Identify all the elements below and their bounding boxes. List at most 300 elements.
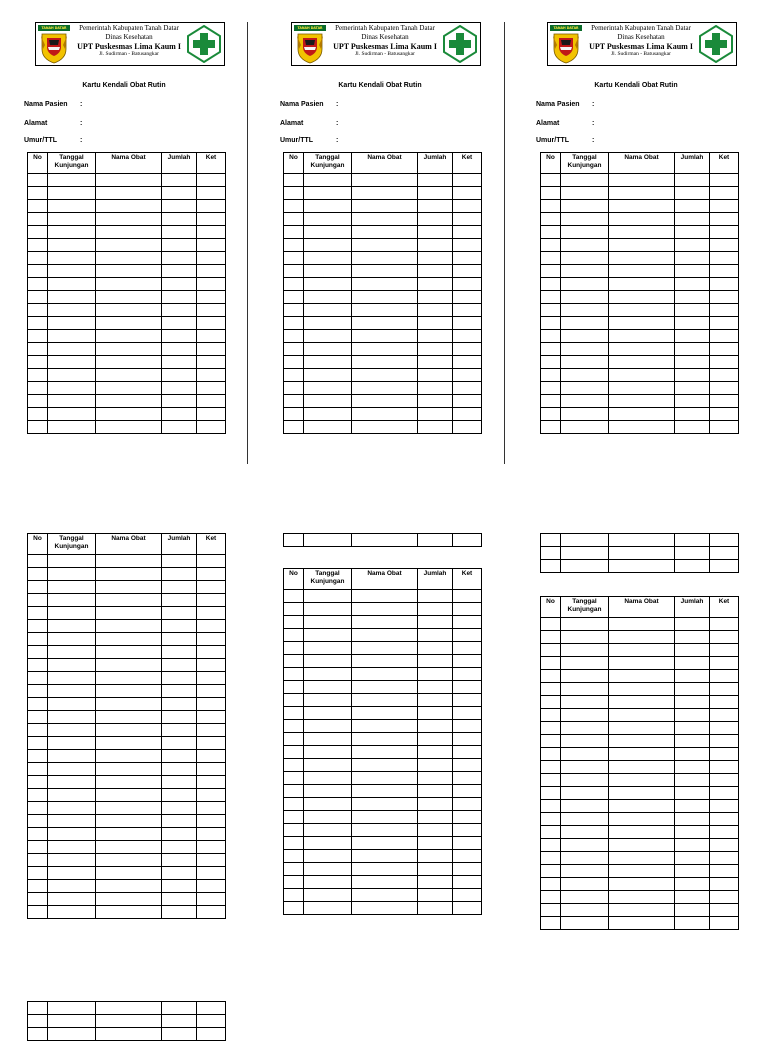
table-cell[interactable]	[28, 265, 48, 278]
table-cell[interactable]	[304, 668, 352, 681]
table-cell[interactable]	[541, 421, 561, 434]
table-cell[interactable]	[304, 772, 352, 785]
table-cell[interactable]	[675, 813, 710, 826]
table-cell[interactable]	[96, 356, 162, 369]
table-cell[interactable]	[284, 707, 304, 720]
table-cell[interactable]	[352, 876, 418, 889]
table-cell[interactable]	[162, 1028, 197, 1041]
table-cell[interactable]	[541, 618, 561, 631]
table-cell[interactable]	[453, 200, 482, 213]
table-cell[interactable]	[453, 213, 482, 226]
table-cell[interactable]	[561, 787, 609, 800]
table-cell[interactable]	[48, 880, 96, 893]
table-cell[interactable]	[284, 902, 304, 915]
table-cell[interactable]	[197, 395, 226, 408]
table-cell[interactable]	[710, 343, 739, 356]
table-cell[interactable]	[304, 369, 352, 382]
table-cell[interactable]	[453, 395, 482, 408]
table-cell[interactable]	[352, 291, 418, 304]
table-cell[interactable]	[561, 421, 609, 434]
table-cell[interactable]	[48, 594, 96, 607]
table-cell[interactable]	[284, 824, 304, 837]
table-cell[interactable]	[96, 594, 162, 607]
table-cell[interactable]	[710, 560, 739, 573]
table-cell[interactable]	[352, 824, 418, 837]
table-cell[interactable]	[162, 594, 197, 607]
table-cell[interactable]	[418, 629, 453, 642]
table-cell[interactable]	[284, 889, 304, 902]
table-cell[interactable]	[352, 746, 418, 759]
table-cell[interactable]	[609, 800, 675, 813]
table-cell[interactable]	[304, 343, 352, 356]
table-cell[interactable]	[609, 748, 675, 761]
table-cell[interactable]	[96, 213, 162, 226]
table-cell[interactable]	[304, 187, 352, 200]
table-cell[interactable]	[162, 278, 197, 291]
table-cell[interactable]	[162, 213, 197, 226]
table-cell[interactable]	[162, 265, 197, 278]
table-cell[interactable]	[96, 841, 162, 854]
table-cell[interactable]	[96, 278, 162, 291]
table-cell[interactable]	[304, 694, 352, 707]
table-cell[interactable]	[675, 395, 710, 408]
table-cell[interactable]	[675, 226, 710, 239]
table-cell[interactable]	[453, 772, 482, 785]
table-cell[interactable]	[710, 722, 739, 735]
table-cell[interactable]	[197, 187, 226, 200]
table-cell[interactable]	[453, 421, 482, 434]
table-cell[interactable]	[162, 291, 197, 304]
table-cell[interactable]	[453, 824, 482, 837]
table-cell[interactable]	[541, 291, 561, 304]
table-cell[interactable]	[675, 865, 710, 878]
table-cell[interactable]	[352, 837, 418, 850]
table-cell[interactable]	[541, 343, 561, 356]
table-cell[interactable]	[28, 815, 48, 828]
table-cell[interactable]	[609, 226, 675, 239]
table-cell[interactable]	[96, 815, 162, 828]
table-cell[interactable]	[418, 746, 453, 759]
table-cell[interactable]	[284, 772, 304, 785]
table-cell[interactable]	[352, 694, 418, 707]
table-cell[interactable]	[162, 841, 197, 854]
table-cell[interactable]	[96, 421, 162, 434]
table-cell[interactable]	[710, 709, 739, 722]
table-cell[interactable]	[197, 408, 226, 421]
table-cell[interactable]	[96, 607, 162, 620]
table-cell[interactable]	[418, 811, 453, 824]
table-cell[interactable]	[162, 737, 197, 750]
table-cell[interactable]	[609, 644, 675, 657]
table-cell[interactable]	[28, 841, 48, 854]
table-cell[interactable]	[162, 239, 197, 252]
table-cell[interactable]	[609, 852, 675, 865]
table-cell[interactable]	[162, 646, 197, 659]
table-cell[interactable]	[710, 421, 739, 434]
table-cell[interactable]	[28, 724, 48, 737]
table-cell[interactable]	[541, 317, 561, 330]
table-cell[interactable]	[418, 824, 453, 837]
table-cell[interactable]	[609, 534, 675, 547]
table-cell[interactable]	[162, 672, 197, 685]
table-cell[interactable]	[352, 590, 418, 603]
table-cell[interactable]	[675, 631, 710, 644]
table-cell[interactable]	[48, 802, 96, 815]
table-cell[interactable]	[561, 735, 609, 748]
table-cell[interactable]	[453, 746, 482, 759]
table-cell[interactable]	[561, 356, 609, 369]
table-cell[interactable]	[96, 685, 162, 698]
table-cell[interactable]	[96, 317, 162, 330]
table-cell[interactable]	[28, 187, 48, 200]
table-cell[interactable]	[418, 733, 453, 746]
table-cell[interactable]	[541, 330, 561, 343]
table-cell[interactable]	[675, 343, 710, 356]
table-cell[interactable]	[710, 330, 739, 343]
table-cell[interactable]	[162, 659, 197, 672]
table-cell[interactable]	[609, 735, 675, 748]
table-cell[interactable]	[453, 720, 482, 733]
table-cell[interactable]	[48, 828, 96, 841]
table-cell[interactable]	[710, 800, 739, 813]
table-cell[interactable]	[284, 720, 304, 733]
table-cell[interactable]	[162, 581, 197, 594]
table-cell[interactable]	[28, 1015, 48, 1028]
table-cell[interactable]	[710, 174, 739, 187]
table-cell[interactable]	[352, 668, 418, 681]
table-cell[interactable]	[352, 317, 418, 330]
table-cell[interactable]	[453, 694, 482, 707]
table-cell[interactable]	[418, 187, 453, 200]
table-cell[interactable]	[284, 655, 304, 668]
table-cell[interactable]	[541, 722, 561, 735]
table-cell[interactable]	[96, 750, 162, 763]
table-cell[interactable]	[609, 317, 675, 330]
table-cell[interactable]	[561, 343, 609, 356]
table-cell[interactable]	[48, 724, 96, 737]
table-cell[interactable]	[609, 547, 675, 560]
table-cell[interactable]	[28, 1028, 48, 1041]
table-cell[interactable]	[48, 633, 96, 646]
table-cell[interactable]	[96, 382, 162, 395]
table-cell[interactable]	[561, 761, 609, 774]
table-cell[interactable]	[162, 867, 197, 880]
table-cell[interactable]	[561, 865, 609, 878]
table-cell[interactable]	[453, 330, 482, 343]
table-cell[interactable]	[28, 633, 48, 646]
table-cell[interactable]	[197, 581, 226, 594]
table-cell[interactable]	[48, 187, 96, 200]
table-cell[interactable]	[352, 629, 418, 642]
table-cell[interactable]	[710, 618, 739, 631]
table-cell[interactable]	[561, 213, 609, 226]
table-cell[interactable]	[561, 395, 609, 408]
table-cell[interactable]	[561, 547, 609, 560]
table-cell[interactable]	[48, 317, 96, 330]
table-cell[interactable]	[609, 330, 675, 343]
table-cell[interactable]	[162, 750, 197, 763]
table-cell[interactable]	[453, 785, 482, 798]
table-cell[interactable]	[609, 878, 675, 891]
table-cell[interactable]	[162, 187, 197, 200]
table-cell[interactable]	[352, 759, 418, 772]
table-cell[interactable]	[284, 382, 304, 395]
table-cell[interactable]	[352, 278, 418, 291]
table-cell[interactable]	[710, 644, 739, 657]
table-cell[interactable]	[197, 906, 226, 919]
table-cell[interactable]	[48, 330, 96, 343]
table-cell[interactable]	[418, 668, 453, 681]
table-cell[interactable]	[710, 278, 739, 291]
table-cell[interactable]	[304, 239, 352, 252]
table-cell[interactable]	[28, 646, 48, 659]
table-cell[interactable]	[561, 265, 609, 278]
table-cell[interactable]	[418, 226, 453, 239]
table-cell[interactable]	[197, 594, 226, 607]
table-cell[interactable]	[28, 581, 48, 594]
table-cell[interactable]	[352, 603, 418, 616]
table-cell[interactable]	[284, 291, 304, 304]
table-cell[interactable]	[561, 878, 609, 891]
table-cell[interactable]	[96, 633, 162, 646]
table-cell[interactable]	[28, 356, 48, 369]
table-cell[interactable]	[541, 200, 561, 213]
table-cell[interactable]	[561, 917, 609, 930]
table-cell[interactable]	[197, 763, 226, 776]
table-cell[interactable]	[197, 672, 226, 685]
table-cell[interactable]	[453, 707, 482, 720]
table-cell[interactable]	[609, 683, 675, 696]
table-cell[interactable]	[609, 382, 675, 395]
table-cell[interactable]	[675, 330, 710, 343]
table-cell[interactable]	[609, 787, 675, 800]
table-cell[interactable]	[284, 629, 304, 642]
table-cell[interactable]	[197, 802, 226, 815]
table-cell[interactable]	[710, 239, 739, 252]
table-cell[interactable]	[710, 852, 739, 865]
table-cell[interactable]	[561, 826, 609, 839]
table-cell[interactable]	[48, 395, 96, 408]
table-cell[interactable]	[96, 291, 162, 304]
table-cell[interactable]	[561, 852, 609, 865]
table-cell[interactable]	[96, 802, 162, 815]
table-cell[interactable]	[453, 356, 482, 369]
table-cell[interactable]	[541, 683, 561, 696]
table-cell[interactable]	[352, 239, 418, 252]
table-cell[interactable]	[675, 891, 710, 904]
table-cell[interactable]	[561, 252, 609, 265]
table-cell[interactable]	[352, 382, 418, 395]
table-cell[interactable]	[284, 252, 304, 265]
table-cell[interactable]	[162, 226, 197, 239]
table-cell[interactable]	[352, 226, 418, 239]
table-cell[interactable]	[675, 317, 710, 330]
table-cell[interactable]	[304, 252, 352, 265]
table-cell[interactable]	[96, 724, 162, 737]
table-cell[interactable]	[710, 252, 739, 265]
table-cell[interactable]	[96, 1002, 162, 1015]
table-cell[interactable]	[453, 534, 482, 547]
table-cell[interactable]	[352, 252, 418, 265]
table-cell[interactable]	[561, 904, 609, 917]
table-cell[interactable]	[561, 382, 609, 395]
table-cell[interactable]	[197, 343, 226, 356]
table-cell[interactable]	[609, 395, 675, 408]
table-cell[interactable]	[28, 906, 48, 919]
table-cell[interactable]	[96, 330, 162, 343]
table-cell[interactable]	[561, 670, 609, 683]
table-cell[interactable]	[284, 759, 304, 772]
table-cell[interactable]	[710, 395, 739, 408]
table-cell[interactable]	[561, 683, 609, 696]
table-cell[interactable]	[162, 828, 197, 841]
table-cell[interactable]	[675, 748, 710, 761]
table-cell[interactable]	[541, 369, 561, 382]
table-cell[interactable]	[561, 369, 609, 382]
table-cell[interactable]	[48, 555, 96, 568]
table-cell[interactable]	[162, 330, 197, 343]
table-cell[interactable]	[197, 304, 226, 317]
table-cell[interactable]	[48, 304, 96, 317]
table-cell[interactable]	[352, 681, 418, 694]
table-cell[interactable]	[561, 317, 609, 330]
table-cell[interactable]	[352, 889, 418, 902]
table-cell[interactable]	[284, 733, 304, 746]
table-cell[interactable]	[418, 304, 453, 317]
table-cell[interactable]	[710, 839, 739, 852]
table-cell[interactable]	[541, 382, 561, 395]
table-cell[interactable]	[352, 863, 418, 876]
table-cell[interactable]	[418, 772, 453, 785]
table-cell[interactable]	[162, 893, 197, 906]
table-cell[interactable]	[418, 369, 453, 382]
table-cell[interactable]	[304, 837, 352, 850]
table-cell[interactable]	[284, 850, 304, 863]
table-cell[interactable]	[284, 304, 304, 317]
table-cell[interactable]	[675, 421, 710, 434]
table-cell[interactable]	[418, 603, 453, 616]
table-cell[interactable]	[48, 1002, 96, 1015]
table-cell[interactable]	[28, 343, 48, 356]
table-cell[interactable]	[284, 798, 304, 811]
table-cell[interactable]	[96, 187, 162, 200]
table-cell[interactable]	[162, 1015, 197, 1028]
table-cell[interactable]	[710, 631, 739, 644]
table-cell[interactable]	[453, 239, 482, 252]
table-cell[interactable]	[28, 568, 48, 581]
table-cell[interactable]	[96, 200, 162, 213]
table-cell[interactable]	[710, 356, 739, 369]
table-cell[interactable]	[541, 878, 561, 891]
table-cell[interactable]	[284, 330, 304, 343]
table-cell[interactable]	[561, 722, 609, 735]
table-cell[interactable]	[28, 174, 48, 187]
table-cell[interactable]	[710, 735, 739, 748]
table-cell[interactable]	[541, 187, 561, 200]
table-cell[interactable]	[48, 356, 96, 369]
table-cell[interactable]	[541, 670, 561, 683]
table-cell[interactable]	[418, 534, 453, 547]
table-cell[interactable]	[284, 408, 304, 421]
table-cell[interactable]	[453, 343, 482, 356]
table-cell[interactable]	[162, 317, 197, 330]
table-cell[interactable]	[609, 369, 675, 382]
table-cell[interactable]	[541, 813, 561, 826]
table-cell[interactable]	[352, 642, 418, 655]
table-cell[interactable]	[28, 226, 48, 239]
table-cell[interactable]	[162, 174, 197, 187]
table-cell[interactable]	[197, 646, 226, 659]
table-cell[interactable]	[48, 408, 96, 421]
table-cell[interactable]	[561, 631, 609, 644]
table-cell[interactable]	[96, 672, 162, 685]
table-cell[interactable]	[284, 590, 304, 603]
table-cell[interactable]	[96, 893, 162, 906]
table-cell[interactable]	[609, 891, 675, 904]
table-cell[interactable]	[453, 369, 482, 382]
table-cell[interactable]	[541, 735, 561, 748]
table-cell[interactable]	[418, 616, 453, 629]
table-cell[interactable]	[453, 811, 482, 824]
table-cell[interactable]	[561, 291, 609, 304]
table-cell[interactable]	[28, 317, 48, 330]
table-cell[interactable]	[197, 421, 226, 434]
table-cell[interactable]	[675, 304, 710, 317]
table-cell[interactable]	[304, 863, 352, 876]
table-cell[interactable]	[710, 813, 739, 826]
table-cell[interactable]	[28, 239, 48, 252]
table-cell[interactable]	[162, 395, 197, 408]
table-cell[interactable]	[418, 681, 453, 694]
table-cell[interactable]	[675, 761, 710, 774]
table-cell[interactable]	[96, 265, 162, 278]
table-cell[interactable]	[418, 785, 453, 798]
table-cell[interactable]	[561, 709, 609, 722]
table-cell[interactable]	[710, 534, 739, 547]
table-cell[interactable]	[675, 252, 710, 265]
table-cell[interactable]	[304, 317, 352, 330]
table-cell[interactable]	[48, 620, 96, 633]
table-cell[interactable]	[710, 213, 739, 226]
table-cell[interactable]	[304, 850, 352, 863]
table-cell[interactable]	[675, 852, 710, 865]
table-cell[interactable]	[304, 265, 352, 278]
table-cell[interactable]	[418, 850, 453, 863]
table-cell[interactable]	[541, 904, 561, 917]
table-cell[interactable]	[418, 291, 453, 304]
table-cell[interactable]	[418, 239, 453, 252]
table-cell[interactable]	[609, 200, 675, 213]
table-cell[interactable]	[609, 421, 675, 434]
table-cell[interactable]	[197, 737, 226, 750]
table-cell[interactable]	[453, 174, 482, 187]
table-cell[interactable]	[710, 891, 739, 904]
table-cell[interactable]	[453, 759, 482, 772]
table-cell[interactable]	[675, 560, 710, 573]
table-cell[interactable]	[352, 616, 418, 629]
table-cell[interactable]	[453, 629, 482, 642]
table-cell[interactable]	[710, 187, 739, 200]
table-cell[interactable]	[561, 657, 609, 670]
table-cell[interactable]	[28, 594, 48, 607]
table-cell[interactable]	[304, 642, 352, 655]
table-cell[interactable]	[541, 304, 561, 317]
table-cell[interactable]	[304, 655, 352, 668]
table-cell[interactable]	[28, 880, 48, 893]
table-cell[interactable]	[710, 200, 739, 213]
table-cell[interactable]	[162, 711, 197, 724]
table-cell[interactable]	[284, 668, 304, 681]
